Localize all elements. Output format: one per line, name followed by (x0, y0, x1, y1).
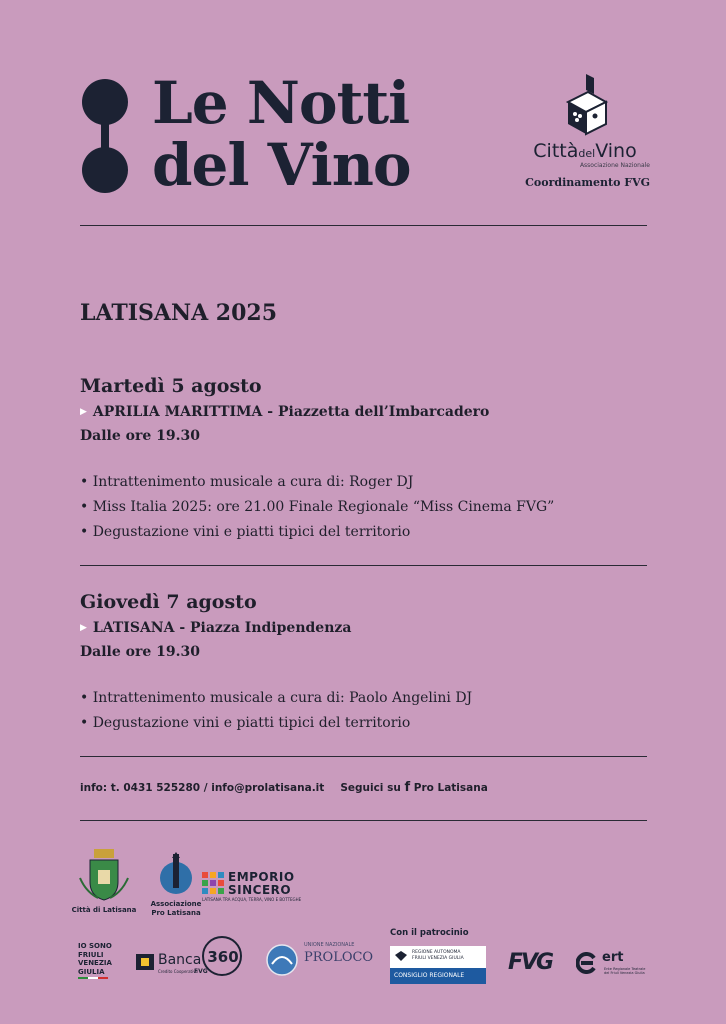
fvg-logo (508, 950, 556, 978)
regione-line-2: FRIULI VENEZIA GIULIA (412, 956, 464, 961)
pro-loco-name: PROLOCO (304, 950, 374, 965)
banca-mark-icon (136, 954, 154, 970)
divider (80, 756, 647, 757)
divider (80, 225, 647, 226)
coat-of-arms-icon (76, 848, 132, 902)
pro-loco-top: UNIONE NAZIONALE (304, 942, 355, 948)
emporio-line-1: EMPORIO (228, 870, 295, 884)
consiglio-regionale-logo (390, 946, 486, 984)
io-sono-line-3: VENEZIA (78, 959, 112, 967)
ert-sub-1: Ente Regionale Teatrale (604, 967, 646, 971)
wine-cube-icon (564, 74, 608, 136)
ert-logo (576, 950, 648, 980)
event-1-day: Martedì 5 agosto (80, 375, 262, 397)
pro-latisana-label-2: Pro Latisana (151, 909, 201, 917)
coordinamento-fvg: Coordinamento FVG (525, 176, 650, 189)
contact-text: info: t. 0431 525280 / info@prolatisana.it (80, 782, 325, 794)
citta-del-vino-name: CittàdelVino (533, 140, 637, 162)
banca-sub: Credito Cooperativo (158, 969, 199, 974)
ert-label: ert (602, 950, 624, 965)
event-1-item: • Miss Italia 2025: ore 21.00 Finale Regionale “Miss Cinema FVG” (80, 499, 555, 515)
follow-prefix: Seguici su (340, 782, 401, 794)
banca-fvg: FVG (194, 968, 208, 975)
ert-icon (576, 952, 598, 974)
io-sono-fvg-logo (78, 942, 128, 982)
event-2-day: Giovedì 7 agosto (80, 591, 257, 613)
fvg-label: FVG (508, 950, 553, 975)
pro-latisana-icon (146, 852, 206, 896)
pro-latisana-logo (146, 852, 206, 924)
pro-loco-logo (266, 940, 376, 980)
io-sono-line-2: FRIULI (78, 950, 104, 959)
io-sono-line-1: IO SONO (78, 942, 112, 950)
event-1-time: Dalle ore 19.30 (80, 428, 200, 444)
banca-label: Banca (158, 952, 202, 968)
io-sono-line-4: GIULIA (78, 967, 105, 976)
banca-360-logo (136, 934, 246, 980)
title-line-2: del Vino (152, 131, 411, 199)
event-2-item: • Intrattenimento musicale a cura di: Paolo Angelini DJ (80, 690, 473, 706)
pro-loco-icon (266, 944, 298, 976)
pro-latisana-label-1: Associazione (150, 900, 202, 908)
emporio-line-2: SINCERO (228, 883, 292, 897)
event-2-time: Dalle ore 19.30 (80, 644, 200, 660)
divider (80, 565, 647, 566)
event-2-item: • Degustazione vini e piatti tipici del territorio (80, 715, 411, 731)
follow-name: Pro Latisana (413, 782, 488, 794)
logo-dots-icon (80, 78, 130, 194)
eagle-icon (393, 949, 409, 963)
contact-info (80, 780, 488, 795)
event-1-item: • Intrattenimento musicale a cura di: Roger DJ (80, 474, 414, 490)
banca-360-label: 360 (207, 948, 239, 966)
event-2-place: ▶ LATISANA - Piazza Indipendenza (80, 620, 352, 636)
emporio-grid-icon (202, 872, 224, 894)
title-line-1: Le Notti (152, 69, 410, 137)
regione-line-1: REGIONE AUTONOMA (412, 950, 461, 955)
regione-line-3: CONSIGLIO REGIONALE (390, 968, 486, 984)
event-1-item: • Degustazione vini e piatti tipici del territorio (80, 524, 411, 540)
ert-sub-2: del Friuli Venezia Giulia (604, 971, 645, 975)
citta-del-vino-logo (520, 74, 650, 194)
patrocinio-label: Con il patrocinio (390, 928, 469, 938)
divider (80, 820, 647, 821)
triangle-icon: ▶ (80, 407, 87, 417)
emporio-sincero-logo (202, 870, 312, 904)
triangle-icon: ▶ (80, 623, 87, 633)
citta-latisana-logo (71, 848, 137, 918)
page-heading: LATISANA 2025 (80, 300, 278, 326)
flag-stripe (78, 977, 108, 979)
citta-latisana-label: Città di Latisana (71, 906, 137, 914)
event-1-place: ▶ APRILIA MARITTIMA - Piazzetta dell’Imbarcadero (80, 404, 490, 420)
citta-del-vino-sub: Associazione Nazionale (579, 162, 650, 169)
emporio-tagline: LATISANA TRA ACQUA, TERRA, VINO E BOTTEGHE (202, 897, 302, 902)
facebook-icon: f (404, 780, 411, 795)
